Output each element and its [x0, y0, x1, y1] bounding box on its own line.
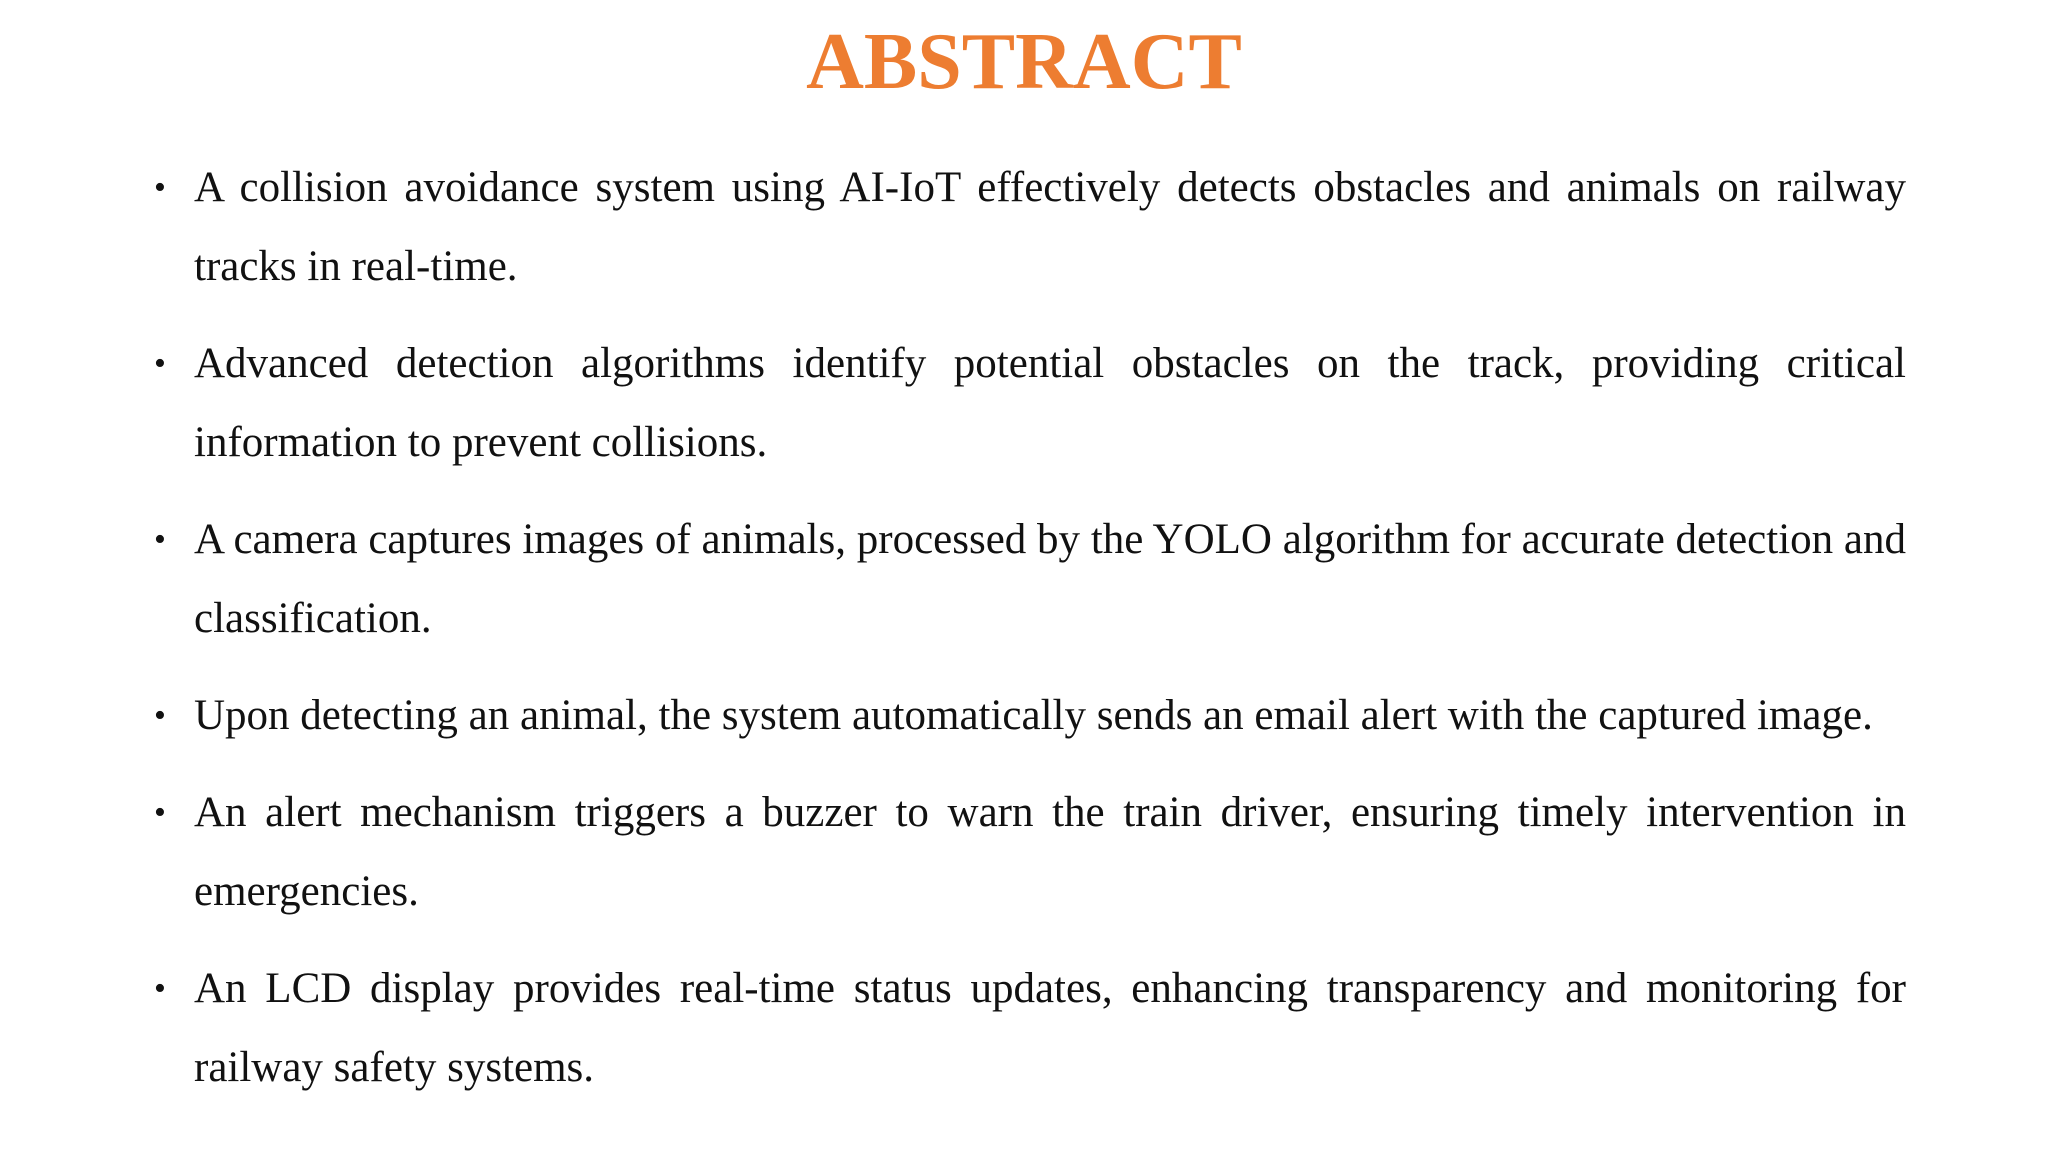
- bullet-item: [154, 773, 1906, 931]
- bullet-text: An alert mechanism triggers a buzzer to warn the train driver, ensuring timely intervention in emergencies.: [194, 789, 1906, 915]
- bullet-dot-icon: •: [154, 970, 166, 1007]
- bullet-item: [154, 324, 1906, 482]
- slide-title: ABSTRACT: [806, 18, 1242, 106]
- bullet-list: [154, 148, 1906, 1125]
- bullet-dot-icon: •: [154, 169, 166, 206]
- bullet-text: A camera captures images of animals, processed by the YOLO algorithm for accurate detection and classification.: [194, 516, 1906, 642]
- bullet-dot-icon: •: [154, 345, 166, 382]
- bullet-dot-icon: •: [154, 521, 166, 558]
- bullet-dot-icon: •: [154, 697, 166, 734]
- bullet-text: Upon detecting an animal, the system automatically sends an email alert with the captured image.: [194, 692, 1873, 739]
- bullet-item: [154, 676, 1906, 755]
- bullet-text: Advanced detection algorithms identify potential obstacles on the track, providing critical information to prevent collisions.: [194, 340, 1906, 466]
- bullet-text: A collision avoidance system using AI-IoT effectively detects obstacles and animals on railway tracks in real-time.: [194, 164, 1906, 290]
- bullet-dot-icon: •: [154, 794, 166, 831]
- bullet-item: [154, 500, 1906, 658]
- bullet-item: [154, 148, 1906, 306]
- bullet-item: [154, 949, 1906, 1107]
- bullet-text: An LCD display provides real-time status updates, enhancing transparency and monitoring for railway safety systems.: [194, 965, 1906, 1091]
